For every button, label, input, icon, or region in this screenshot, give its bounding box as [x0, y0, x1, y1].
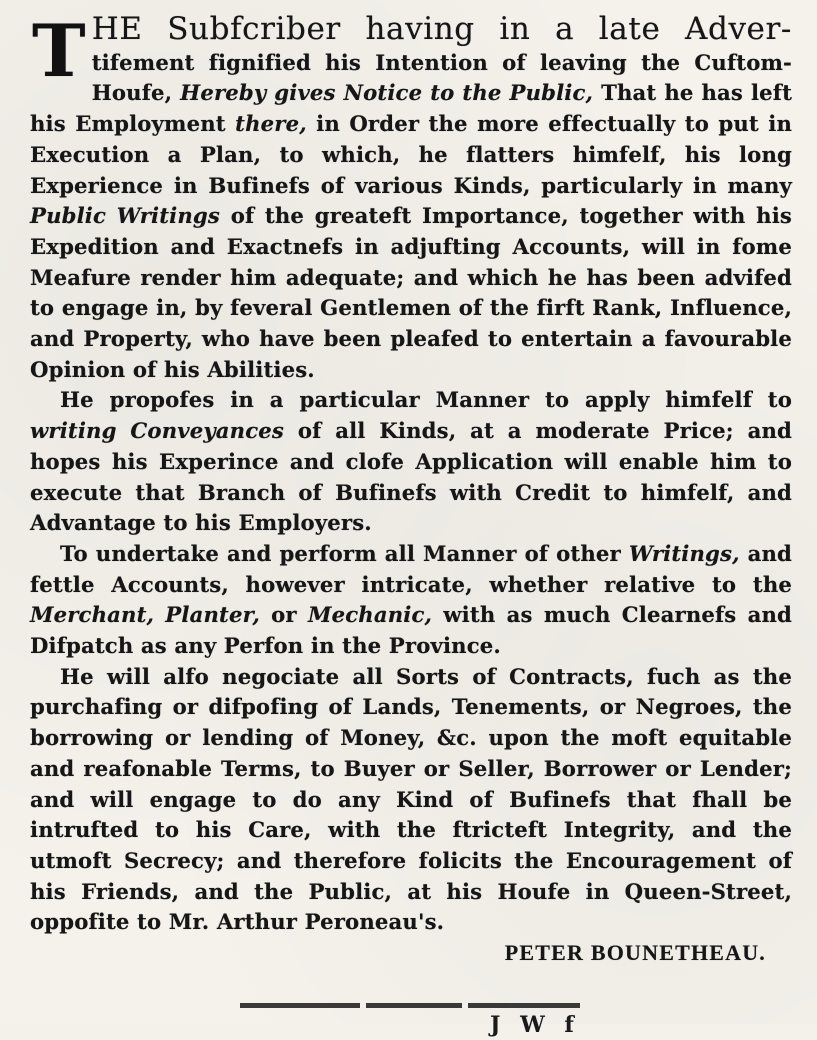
- writings-text-b: and fettle Accounts, however intricate, whether relative to the: [30, 540, 792, 597]
- notice-text-d: of the greateft Importance, together with his Expedition and Exactnefs in adjufting Accounts, will in fome Meafure render him adequate; and which he has been advifed to engage in, by feveral Gentlemen of the firft Rank, Influence, and Property, who have been pleafed to entertain a favourable Opinion of his Abilities.: [30, 203, 792, 382]
- notice-text-a: tifement fignified his Intention of leaving the Cuftom-Houfe,: [91, 49, 792, 106]
- signature-line: [30, 938, 792, 969]
- writings-text-a: To undertake and perform all Manner of other: [60, 540, 621, 566]
- paragraph-writings: [30, 539, 792, 662]
- column-divider-rule: [240, 1003, 580, 1008]
- writings-text-c: or: [271, 602, 297, 628]
- opening-words: HE Subfcriber having in a late Adver-: [91, 11, 792, 47]
- notice-italic-a: Hereby gives Notice to the Public,: [180, 80, 594, 106]
- notice-text-b: That he has left his Employment: [30, 80, 793, 137]
- signature: PETER BOUNETHEAU.: [504, 940, 766, 966]
- writings-italic-a: Writings,: [628, 540, 740, 566]
- notice-italic-c: Public Writings: [30, 203, 220, 229]
- writings-text-d: with as much Clearnefs and Difpatch as any Perfon in the Province.: [30, 602, 792, 659]
- contracts-text: He will alfo negociate all Sorts of Contracts, fuch as the purchafing or difpofing of Lands, Tenements, or Negroes, the borrowing or lending of Money, &c. upon the moft equitable and reafonable Terms, to Buyer or Seller, Borrower or Lender; and will engage to do any Kind of Bufinefs that fhall be intrufted to his Care, with the ftricteft Integrity, and the utmoft Secrecy; and therefore folicits the Encouragement of his Friends, and the Public, at his Houfe in Queen-Street, oppofite to Mr. Arthur Peroneau's.: [30, 663, 792, 935]
- drop-cap: T: [32, 8, 86, 93]
- next-item-fragment: J W f: [490, 1012, 580, 1038]
- advertisement: [30, 8, 793, 969]
- paragraph-notice: [30, 8, 793, 385]
- writings-italic-b: Merchant, Planter,: [30, 602, 260, 628]
- paragraph-contracts: [30, 662, 792, 938]
- writings-italic-c: Mechanic,: [307, 602, 433, 628]
- paragraph-conveyances: [30, 385, 792, 539]
- notice-italic-b: there,: [235, 111, 307, 137]
- conveyances-italic: writing Conveyances: [30, 418, 284, 444]
- conveyances-text-b: of all Kinds, at a moderate Price; and hopes his Experince and clofe Application will enable him to execute that Branch of Bufinefs with Credit to himfelf, and Advantage to his Employers.: [30, 418, 792, 536]
- conveyances-text-a: He propofes in a particular Manner to apply himfelf to: [60, 387, 792, 413]
- notice-text-c: in Order the more effectually to put in Execution a Plan, to which, he flatters himfelf, his long Experience in Bufinefs of various Kinds, particularly in many: [30, 111, 793, 198]
